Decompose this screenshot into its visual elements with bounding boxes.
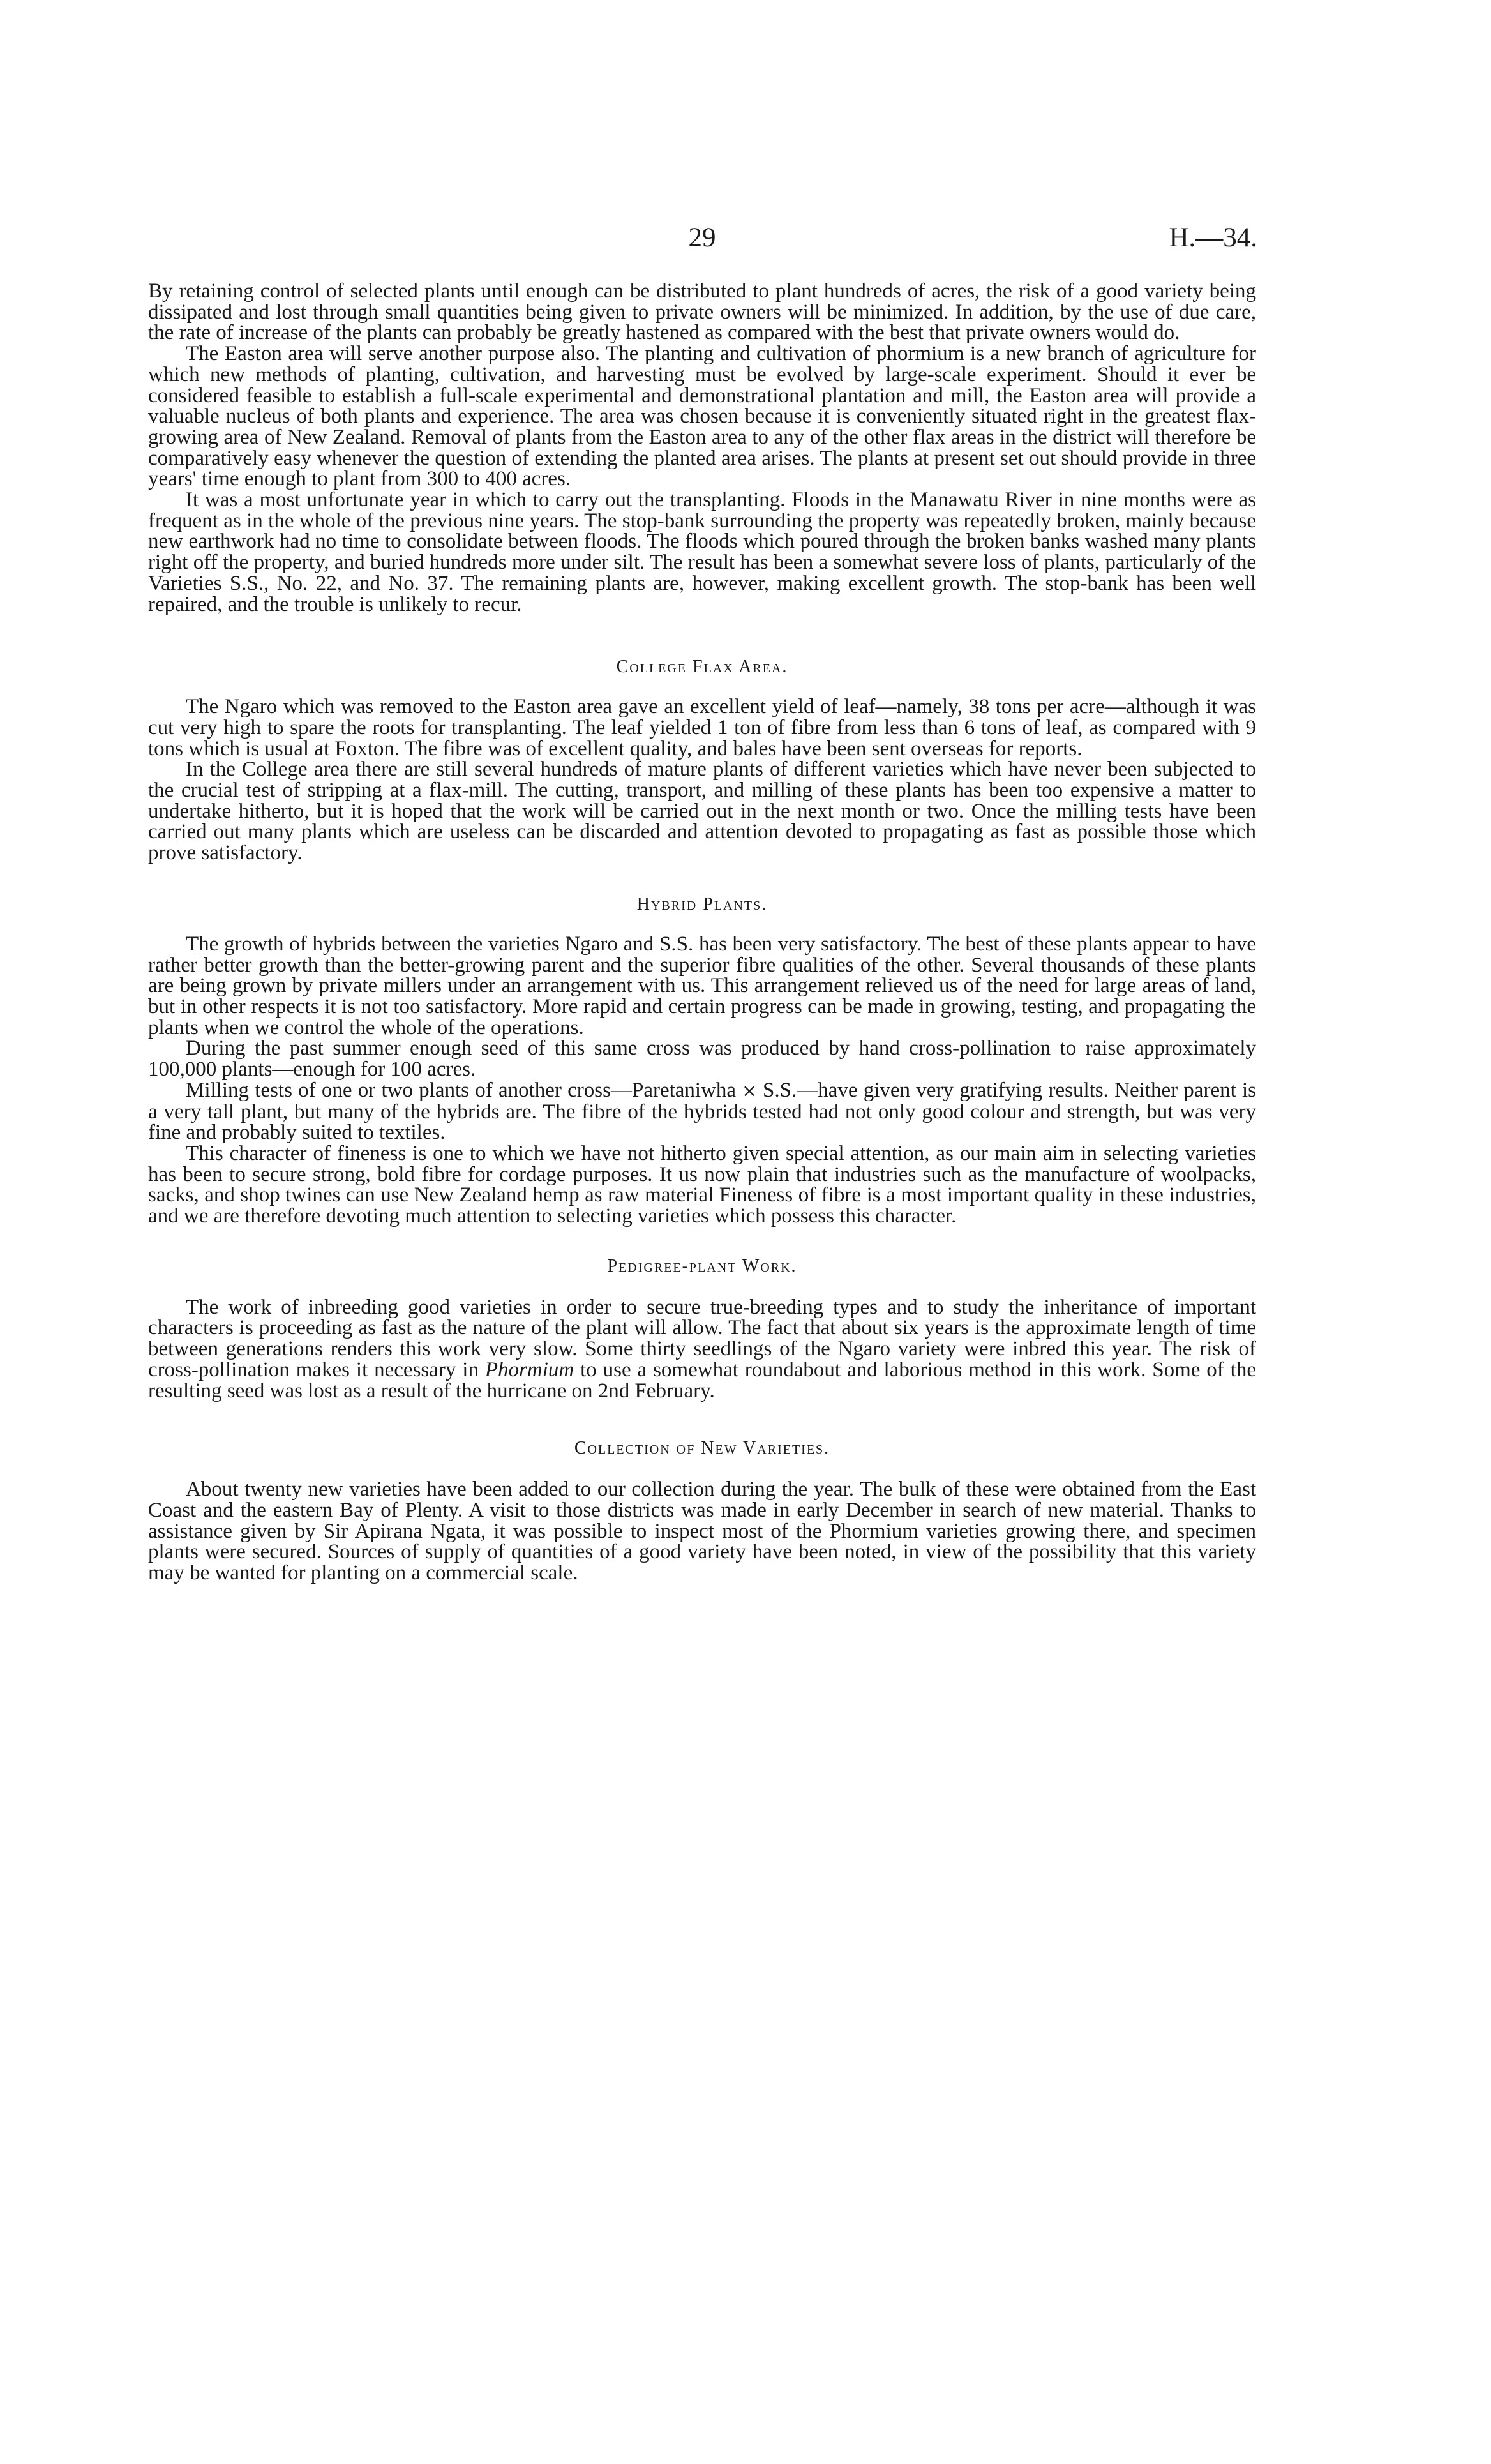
college-paragraph-2: In the College area there are still several hundreds of mature plants of different varieties which have never been subjected to the crucial test of stripping at a flax-mill. The cutting, transport, and milling of these plants has been too expensive a matter to undertake hitherto, but it is hoped that the work will be carried out in the next month or two. Once the milling tests have been carried out many plants which are useless can be discarded and attention devoted to propagating as fast as possible those which prove satisfactory. [148,758,1256,865]
cross-symbol: × [742,1079,757,1101]
hybrid-paragraph-3-end: S.S.—have given very gratifying results. Neither parent is a very tall plant, but many of the hybrids are. The fibre of the hybrids tested had not only good colour and strength, but was very fine and probably suited to textiles. [148,1078,1257,1145]
page-number: 29 [688,223,716,253]
hybrid-paragraph-2: During the past summer enough seed of this same cross was produced by hand cross-pollination to raise approximately 100,000 plants—enough for 100 acres. [148,1037,1256,1081]
intro-paragraph-2: The Easton area will serve another purpose also. The planting and cultivation of phormium is a new branch of agriculture for which new methods of planting, cultivation, and harvesting must be evolved by large-scale experiment. Should it ever be considered feasible to establish a full-scale experimental and demonstrational plantation and mill, the Easton area will provide a valuable nucleus of both plants and experience. The area was chosen because it is conveniently situated right in the greatest flax-growing area of New Zealand. Removal of plants from the Easton area to any of the other flax areas in the district will therefore be comparatively easy whenever the question of extending the planted area arises. The plants at present set out should provide in three years' time enough to plant from 300 to 400 acres. [148,342,1256,491]
hybrid-paragraph-1: The growth of hybrids between the varieties Ngaro and S.S. has been very satisfactory. The best of these plants appear to have rather better growth than the better-growing parent and the superior fibre qualities of the other. Several thousands of these plants are being grown by private millers under an arrangement with us. This arrangement relieved us of the need for large areas of land, but in other respects it is not too satisfactory. More rapid and certain progress can be made in growing, testing, and propagating the plants when we control the whole of the operations. [148,932,1256,1039]
section-heading-pedigree-plant-work: Pedigree-plant Work. [607,1256,797,1276]
intro-paragraph-3: It was a most unfortunate year in which to carry out the transplanting. Floods in the Manawatu River in nine months were as frequent as in the whole of the previous nine years. The stop-bank surrounding the property was repeatedly broken, mainly because new earthwork had no time to consolidate between floods. The floods which poured through the broken banks washed many plants right off the property, and buried hundreds more under silt. The result has been a somewhat severe loss of plants, particularly of the Varieties S.S., No. 22, and No. 37. The remaining plants are, however, making excellent growth. The stop-bank has been well repaired, and the trouble is unlikely to recur. [148,488,1256,616]
body-text [148,281,1256,1584]
section-heading-collection-of-new-varieties: Collection of New Varieties. [574,1438,830,1459]
phormium-italic: Phormium [484,1358,574,1381]
hybrid-paragraph-3-start: Milling tests of one or two plants of another cross—Paretaniwha [186,1078,742,1102]
intro-paragraph-1: By retaining control of selected plants until enough can be distributed to plant hundreds of acres, the risk of a good variety being dissipated and lost through small quantities being given to private owners will be minimized. In addition, by the use of due care, the rate of increase of the plants can probably be greatly hastened as compared with the best that private owners would do. [148,280,1256,345]
page-header [147,222,1257,260]
college-paragraph-1: The Ngaro which was removed to the Easton area gave an excellent yield of leaf—namely, 38 tons per acre—although it was cut very high to spare the roots for transplanting. The leaf yielded 1 ton of fibre from less than 6 tons of leaf, as compared with 9 tons which is usual at Foxton. The fibre was of excellent quality, and bales have been sent overseas for reports. [148,695,1256,760]
report-code: H.—34. [1169,223,1257,253]
collection-paragraph-1: About twenty new varieties have been added to our collection during the year. The bulk of these were obtained from the East Coast and the eastern Bay of Plenty. A visit to those districts was made in early December in search of new material. Thanks to assistance given by Sir Apirana Ngata, it was possible to inspect most of the Phormium varieties growing there, and specimen plants were secured. Sources of supply of quantities of a good variety have been noted, in view of the possibility that this variety may be wanted for planting on a commercial scale. [148,1478,1256,1585]
pedigree-paragraph-1-end: to use a somewhat roundabout and laborious method in this work. Some of the resulting seed was lost as a result of the hurricane on 2nd February. [148,1358,1256,1402]
section-heading-college-flax-area: College Flax Area. [616,657,788,677]
hybrid-paragraph-3 [148,1080,1256,1143]
pedigree-paragraph-1-start: The work of inbreeding good varieties in order to secure true-breeding types and to study the inheritance of important characters is proceeding as fast as the nature of the plant will allow. The fact that about six years is the approximate length of time between generations renders this work very slow. Some thirty seedlings of the Ngaro variety were inbred this year. The risk of cross-pollination makes it necessary in [148,1295,1256,1381]
section-heading-hybrid-plants: Hybrid Plants. [636,894,768,914]
pedigree-paragraph-1 [148,1297,1256,1402]
hybrid-paragraph-4: This character of fineness is one to which we have not hitherto given special attention, as our main aim in selecting varieties has been to secure strong, bold fibre for cordage purposes. It us now plain that industries such as the manufacture of woolpacks, sacks, and shop twines can use New Zealand hemp as raw material Fineness of fibre is a most important quality in these industries, and we are therefore devoting much attention to selecting varieties which possess this character. [148,1141,1256,1228]
